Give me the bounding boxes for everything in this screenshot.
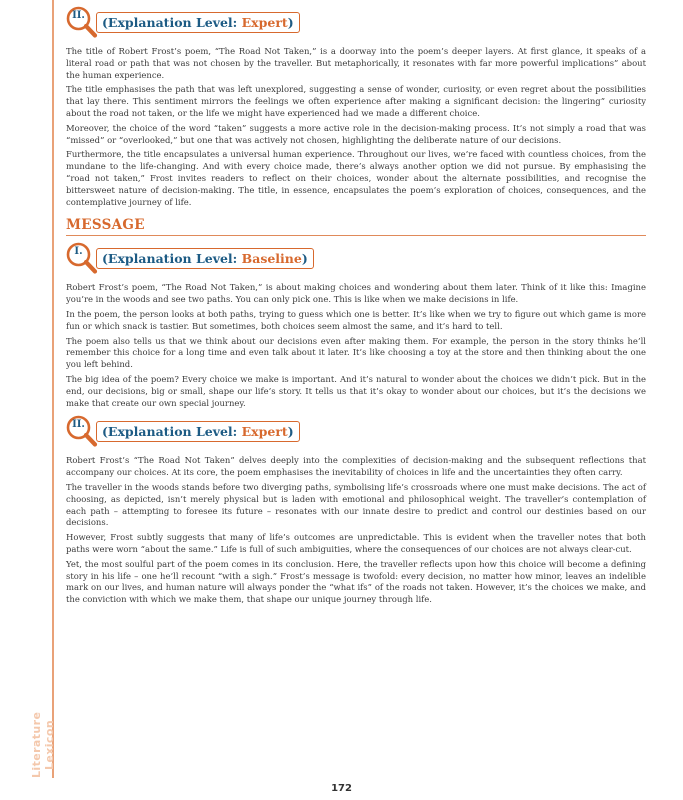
paragraph: The title emphasises the path that was left unexplored, suggesting a sense of wonder, curiosity, or even regret about the possibilities that lay there. This sentiment mirrors the feelings we often experience after making a significant decision: the lingering” curiosity about the road not taken, or the life we might have experienced had we made a different choice.	[66, 84, 646, 118]
sidebar-book-title: Literature Lexicon	[30, 711, 56, 779]
section-heading-message: MESSAGE	[66, 217, 646, 236]
paragraph: Moreover, the choice of the word “taken” suggests a more active role in the decision-making process. It’s not simply a road that was “missed” or “overlooked,” but one that was actively not chosen, highlighting the deliberate nature of our decisions.	[66, 122, 646, 145]
badge-prefix: (Explanation Level:	[102, 14, 242, 30]
paragraph: However, Frost subtly suggests that many of life’s outcomes are unpredictable. This is evident when the traveller notes that both paths were worn “about the same.” Life is full of such ambiguities, where the consequences of our choices are not always clear-cut.	[66, 532, 646, 554]
badge-numeral: I.	[74, 246, 83, 258]
badge-prefix: (Explanation Level:	[102, 423, 242, 439]
paragraph: Yet, the most soulful part of the poem comes in its conclusion. Here, the traveller reflects upon how this choice will become a defining story in his life – one he’ll recount “with a sigh.” Frost’s message is twofold: every decision, no matter how minor, leaves an indelible mark on our lives, and human nature will always ponder the “what ifs” of the roads not taken. However, it’s the choices we make, and the conviction with which we make them, that shape our unique journey through life.	[66, 558, 646, 605]
paragraph: Furthermore, the title encapsulates a universal human experience. Throughout our lives, we’re faced with countless choices, from the mundane to the life-changing. And with every choice made, there’s always another option we did not pursue. By emphasising the “road not taken,” Frost invites readers to reflect on their choices, wonder about the alternate possibilities, and recognise the bittersweet nature of decision-making. The title, in essence, encapsulates the poem’s exploration of choices, consequences, and the contemplative journey of life.	[66, 149, 646, 207]
badge-label	[96, 421, 300, 442]
badge-numeral: II.	[72, 10, 85, 21]
paragraph: The traveller in the woods stands before two diverging paths, symbolising life’s crossroads where one must make decisions. The act of choosing, as depicted, isn’t merely physical but is laden with emotional and philosophical weight. The traveller’s contemplation of each path – attempting to foresee its future – resonates with our innate desire to predict and control our destinies based on our decisions.	[66, 481, 646, 528]
paragraph: The poem also tells us that we think about our decisions even after making them. For example, the person in the story thinks he’ll remember this choice for a long time and even talk about it later. It’s like choosing a toy at the store and then thinking about the one you left behind.	[66, 335, 646, 370]
magnifier-icon	[66, 415, 98, 447]
badge-label	[96, 248, 314, 269]
badge-prefix: (Explanation Level:	[102, 250, 242, 266]
page-content	[66, 6, 646, 609]
paragraph: The title of Robert Frost’s poem, “The Road Not Taken,” is a doorway into the poem’s deeper layers. At first glance, it speaks of a literal road or path that was not chosen by the traveller. But metaphorically, it resonates with far more powerful implications” about the human experience.	[66, 46, 646, 80]
badge-suffix: )	[287, 14, 294, 30]
page-number: 172	[331, 783, 352, 794]
magnifier-icon	[66, 6, 98, 38]
magnifier-icon	[66, 242, 98, 274]
paragraph: The big idea of the poem? Every choice we make is important. And it’s natural to wonder about the choices we didn’t pick. But in the end, our decisions, big or small, shape our life’s story. It tells us that it’s okay to wonder about our choices, but it’s the decisions we make that create our own special journey.	[66, 373, 646, 408]
sidebar-divider	[52, 0, 54, 778]
badge-level: Baseline	[241, 250, 302, 266]
badge-level: Expert	[241, 423, 288, 439]
badge-suffix: )	[301, 250, 308, 266]
explanation-level-badge	[66, 415, 646, 447]
badge-numeral: II.	[72, 419, 85, 431]
explanation-level-badge	[66, 6, 646, 38]
paragraph: Robert Frost’s “The Road Not Taken” delves deeply into the complexities of decision-making and the subsequent reflections that accompany our choices. At its core, the poem emphasises the inevitability of choices in life and the uncertainties they often carry.	[66, 455, 646, 478]
paragraph: Robert Frost’s poem, “The Road Not Taken,” is about making choices and wondering about them later. Think of it like this: Imagine you’re in the woods and see two paths. You can only pick one. This is like when we make decisions in life.	[66, 282, 646, 305]
badge-suffix: )	[287, 423, 294, 439]
explanation-level-badge	[66, 242, 646, 274]
badge-label	[96, 12, 300, 33]
paragraph: In the poem, the person looks at both paths, trying to guess which one is better. It’s like when we try to figure out which game is more fun or which snack is tastier. But sometimes, both choices seem almost the same, and it’s hard to tell.	[66, 308, 646, 331]
badge-level: Expert	[241, 14, 288, 30]
